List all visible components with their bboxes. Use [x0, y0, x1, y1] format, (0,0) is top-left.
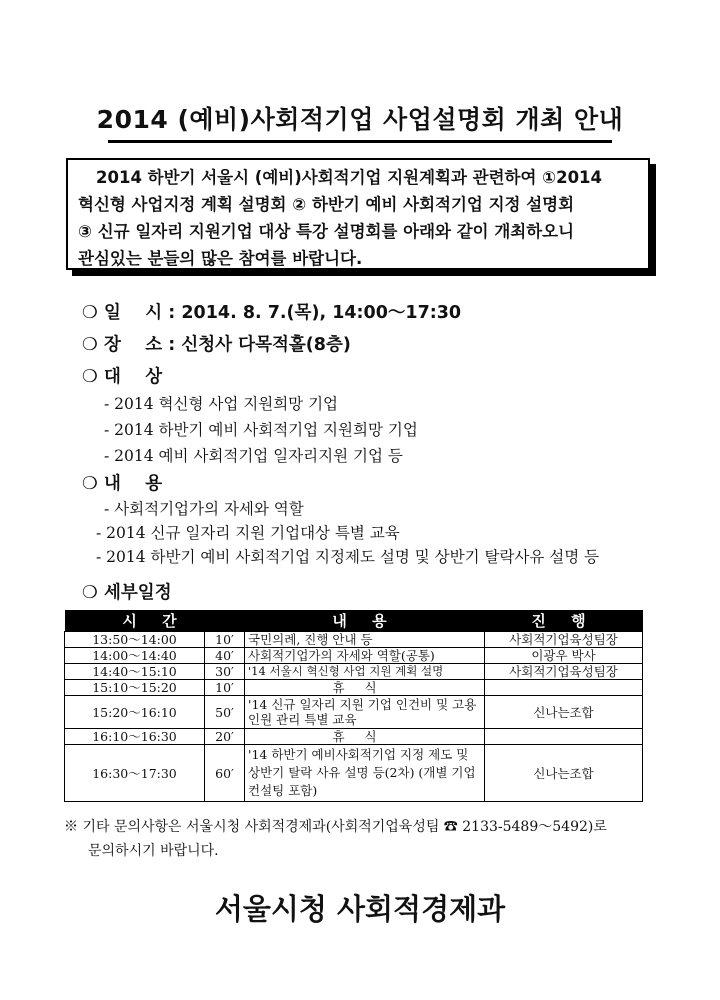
target-item: - 2014 하반기 예비 사회적기업 지원희망 기업: [104, 421, 418, 439]
content-cell: '14 신규 일자리 지원 기업 인건비 및 고용 인원 관리 특별 교육: [245, 696, 485, 729]
intro-line: 혁신형 사업지정 계획 설명회 ② 하반기 예비 사회적기업 지정 설명회: [78, 195, 575, 214]
duration-cell: 50′: [205, 696, 245, 729]
target-item: - 2014 예비 사회적기업 일자리지원 기업 등: [104, 447, 403, 465]
table-header-row: [65, 610, 643, 632]
content-label: 내 용: [104, 474, 163, 494]
content-cell: 휴식: [245, 680, 485, 696]
target-label: 대 상: [104, 367, 163, 387]
content-cell: 국민의례, 진행 안내 등: [245, 632, 485, 648]
note-line: ※ 기타 문의사항은 서울시청 사회적경제과(사회적기업육성팀 ☎ 2133-5489～5492)로: [64, 819, 607, 835]
table-row: [65, 680, 643, 696]
host-cell: 신나는조합: [485, 696, 643, 729]
intro-box: [66, 158, 650, 270]
host-cell: 신나는조합: [485, 745, 643, 802]
place-value: : 신청사 다목적홀(8층): [168, 335, 351, 355]
circle-bullet-icon: ❍: [82, 303, 98, 323]
time-cell: 14:40～15:10: [65, 664, 205, 680]
schedule-label: 세부일정: [104, 583, 172, 603]
host-cell: [485, 729, 643, 745]
duration-cell: 10′: [205, 632, 245, 648]
time-cell: 16:10～16:30: [65, 729, 205, 745]
column-header: 진 행: [485, 610, 643, 632]
column-header: 내 용: [245, 610, 485, 632]
duration-cell: 30′: [205, 664, 245, 680]
time-cell: 15:20～16:10: [65, 696, 205, 729]
intro-line: ③ 신규 일자리 지원기업 대상 특강 설명회를 아래와 같이 개최하오니: [78, 222, 575, 241]
date-value: : 2014. 8. 7.(목), 14:00～17:30: [168, 303, 462, 323]
circle-bullet-icon: ❍: [82, 367, 98, 387]
time-cell: 13:50～14:00: [65, 632, 205, 648]
content-heading: [82, 470, 162, 495]
content-cell: '14 서울시 혁신형 사업 지원 계획 설명: [245, 664, 485, 680]
table-row: [65, 696, 643, 729]
place-row: [82, 331, 351, 356]
duration-cell: 20′: [205, 729, 245, 745]
time-cell: 14:00～14:40: [65, 648, 205, 664]
content-cell: 사회적기업가의 자세와 역할(공통): [245, 648, 485, 664]
note-line: 문의하시기 바랍니다.: [88, 843, 219, 859]
time-cell: 15:10～15:20: [65, 680, 205, 696]
place-label: 장 소: [104, 335, 163, 355]
content-item: - 2014 하반기 예비 사회적기업 지정제도 설명 및 상반기 탈락사유 설명 등: [96, 548, 600, 566]
duration-cell: 10′: [205, 680, 245, 696]
circle-bullet-icon: ❍: [82, 583, 98, 603]
date-label: 일 시: [104, 303, 163, 323]
duration-cell: 40′: [205, 648, 245, 664]
title-underline: [108, 140, 612, 143]
circle-bullet-icon: ❍: [82, 335, 98, 355]
issuer-name: 서울시청 사회적경제과: [214, 892, 506, 926]
content-cell: '14 하반기 예비사회적기업 지정 제도 및 상반기 탈락 사유 설명 등(2차) (개별 기업 컨설팅 포함): [245, 745, 485, 802]
duration-cell: 60′: [205, 745, 245, 802]
table-row: [65, 632, 643, 648]
page-title: 2014 (예비)사회적기업 사업설명회 개최 안내: [96, 105, 624, 134]
table-row: [65, 745, 643, 802]
host-cell: [485, 680, 643, 696]
content-cell: 휴식: [245, 729, 485, 745]
intro-line: 2014 하반기 서울시 (예비)사회적기업 지원계획과 관련하여 ①2014: [96, 168, 603, 187]
table-row: [65, 648, 643, 664]
schedule-table: [64, 610, 643, 802]
table-row: [65, 664, 643, 680]
host-cell: 사회적기업육성팀장: [485, 664, 643, 680]
table-row: [65, 729, 643, 745]
date-row: [82, 299, 461, 324]
content-item: - 사회적기업가의 자세와 역할: [104, 500, 304, 518]
host-cell: 사회적기업육성팀장: [485, 632, 643, 648]
content-item: - 2014 신규 일자리 지원 기업대상 특별 교육: [96, 524, 400, 542]
circle-bullet-icon: ❍: [82, 474, 98, 494]
inquiry-note: [64, 815, 664, 863]
host-cell: 이광우 박사: [485, 648, 643, 664]
column-header: 시 간: [65, 610, 245, 632]
intro-line: 관심있는 분들의 많은 참여를 바랍니다.: [78, 249, 363, 268]
time-cell: 16:30～17:30: [65, 745, 205, 802]
target-item: - 2014 혁신형 사업 지원희망 기업: [104, 395, 339, 413]
target-heading: [82, 363, 162, 388]
schedule-heading: [82, 579, 172, 604]
